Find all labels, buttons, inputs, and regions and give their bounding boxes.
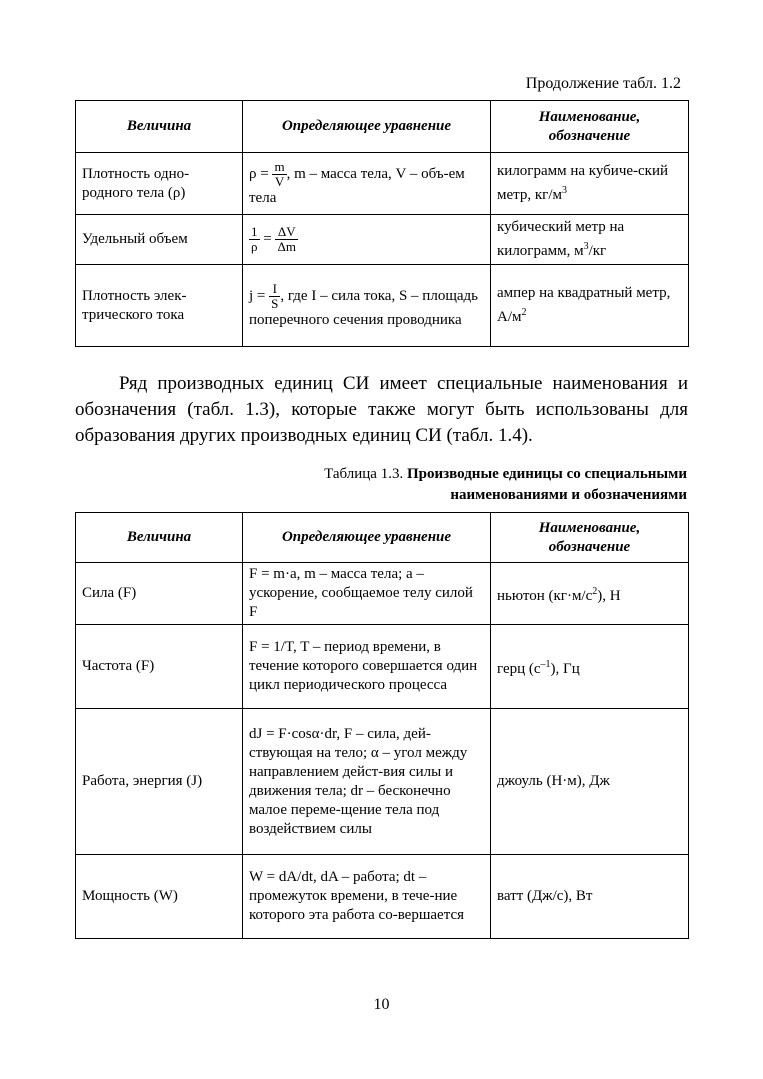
table-caption: Таблица 1.3. Производные единицы со специальными наименованиями и обозначениями — [324, 466, 687, 503]
quantity-cell: Удельный объем — [76, 215, 243, 265]
quantity-cell: Сила (F) — [76, 563, 243, 625]
equation-cell: W = dA/dt, dA – работа; dt – промежуток времени, в тече-ние которого эта работа со-вершается — [243, 855, 491, 939]
header-quantity: Величина — [76, 513, 243, 563]
table-header-row — [76, 513, 689, 563]
body-paragraph: Ряд производных единиц СИ имеет специальные наименования и обозначения (табл. 1.3), которые также могут быть использованы для образования других производных единиц СИ (табл. 1.4). — [75, 373, 688, 446]
table-row — [76, 625, 689, 709]
unit-cell: герц $(с^{-1})$, Гц — [491, 625, 689, 709]
unit-cell: ампер на квадратный метр, $А/м^2$ — [491, 265, 689, 347]
quantity-cell: Частота (F) — [76, 625, 243, 709]
header-equation: Определяющее уравнение — [243, 513, 491, 563]
table-row — [76, 855, 689, 939]
table-row — [76, 153, 689, 215]
continuation-label: Продолжение табл. 1.2 — [525, 75, 681, 92]
unit-cell: килограмм на кубиче-ский метр, $кг/м^3$ — [491, 153, 689, 215]
unit-cell: ньютон $(кг\cdot м/с^2)$, Н — [491, 563, 689, 625]
unit-cell: ватт (Дж/с), Вт — [491, 855, 689, 939]
table-row — [76, 563, 689, 625]
equation-cell: $\frac{1}{\rho}$ = $\frac{\Delta V}{\Delta m}$ — [243, 215, 491, 265]
table-row — [76, 215, 689, 265]
unit-cell: джоуль (Н·м), Дж — [491, 709, 689, 855]
quantity-cell: Плотность одно-родного тела (ρ) — [76, 153, 243, 215]
table-row — [76, 265, 689, 347]
header-unit: Наименование, обозначение — [491, 513, 689, 563]
equation-cell: F = m·a, m – масса тела; a – ускорение, сообщаемое телу силой F — [243, 563, 491, 625]
table-header-row — [76, 101, 689, 153]
equation-cell: j = $\frac{I}{S}$ , где I – сила тока, S – площадь поперечного сечения проводника — [243, 265, 491, 347]
header-unit: Наименование, обозначение — [491, 101, 689, 153]
table-1-3 — [75, 512, 689, 939]
equation-cell: ρ = $\frac{m}{V}$ , m – масса тела, V – объ-ем тела — [243, 153, 491, 215]
table-row — [76, 709, 689, 855]
quantity-cell: Работа, энергия (J) — [76, 709, 243, 855]
quantity-cell: Мощность (W) — [76, 855, 243, 939]
page-number: 10 — [373, 996, 390, 1013]
equation-cell: F = 1/T, T – период времени, в течение которого совершается один цикл периодического процесса — [243, 625, 491, 709]
table-1-2 — [75, 100, 689, 347]
header-equation: Определяющее уравнение — [243, 101, 491, 153]
header-quantity: Величина — [76, 101, 243, 153]
quantity-cell: Плотность элек-трического тока — [76, 265, 243, 347]
unit-cell: кубический метр на килограмм, $м^3/кг$ — [491, 215, 689, 265]
equation-cell: dJ = F·cosα·dr, F – сила, дей-ствующая на тело; α – угол между направлением дейст-вия силы и движения тела; dr – бесконечно малое переме-щение тела под воздействием силы — [243, 709, 491, 855]
